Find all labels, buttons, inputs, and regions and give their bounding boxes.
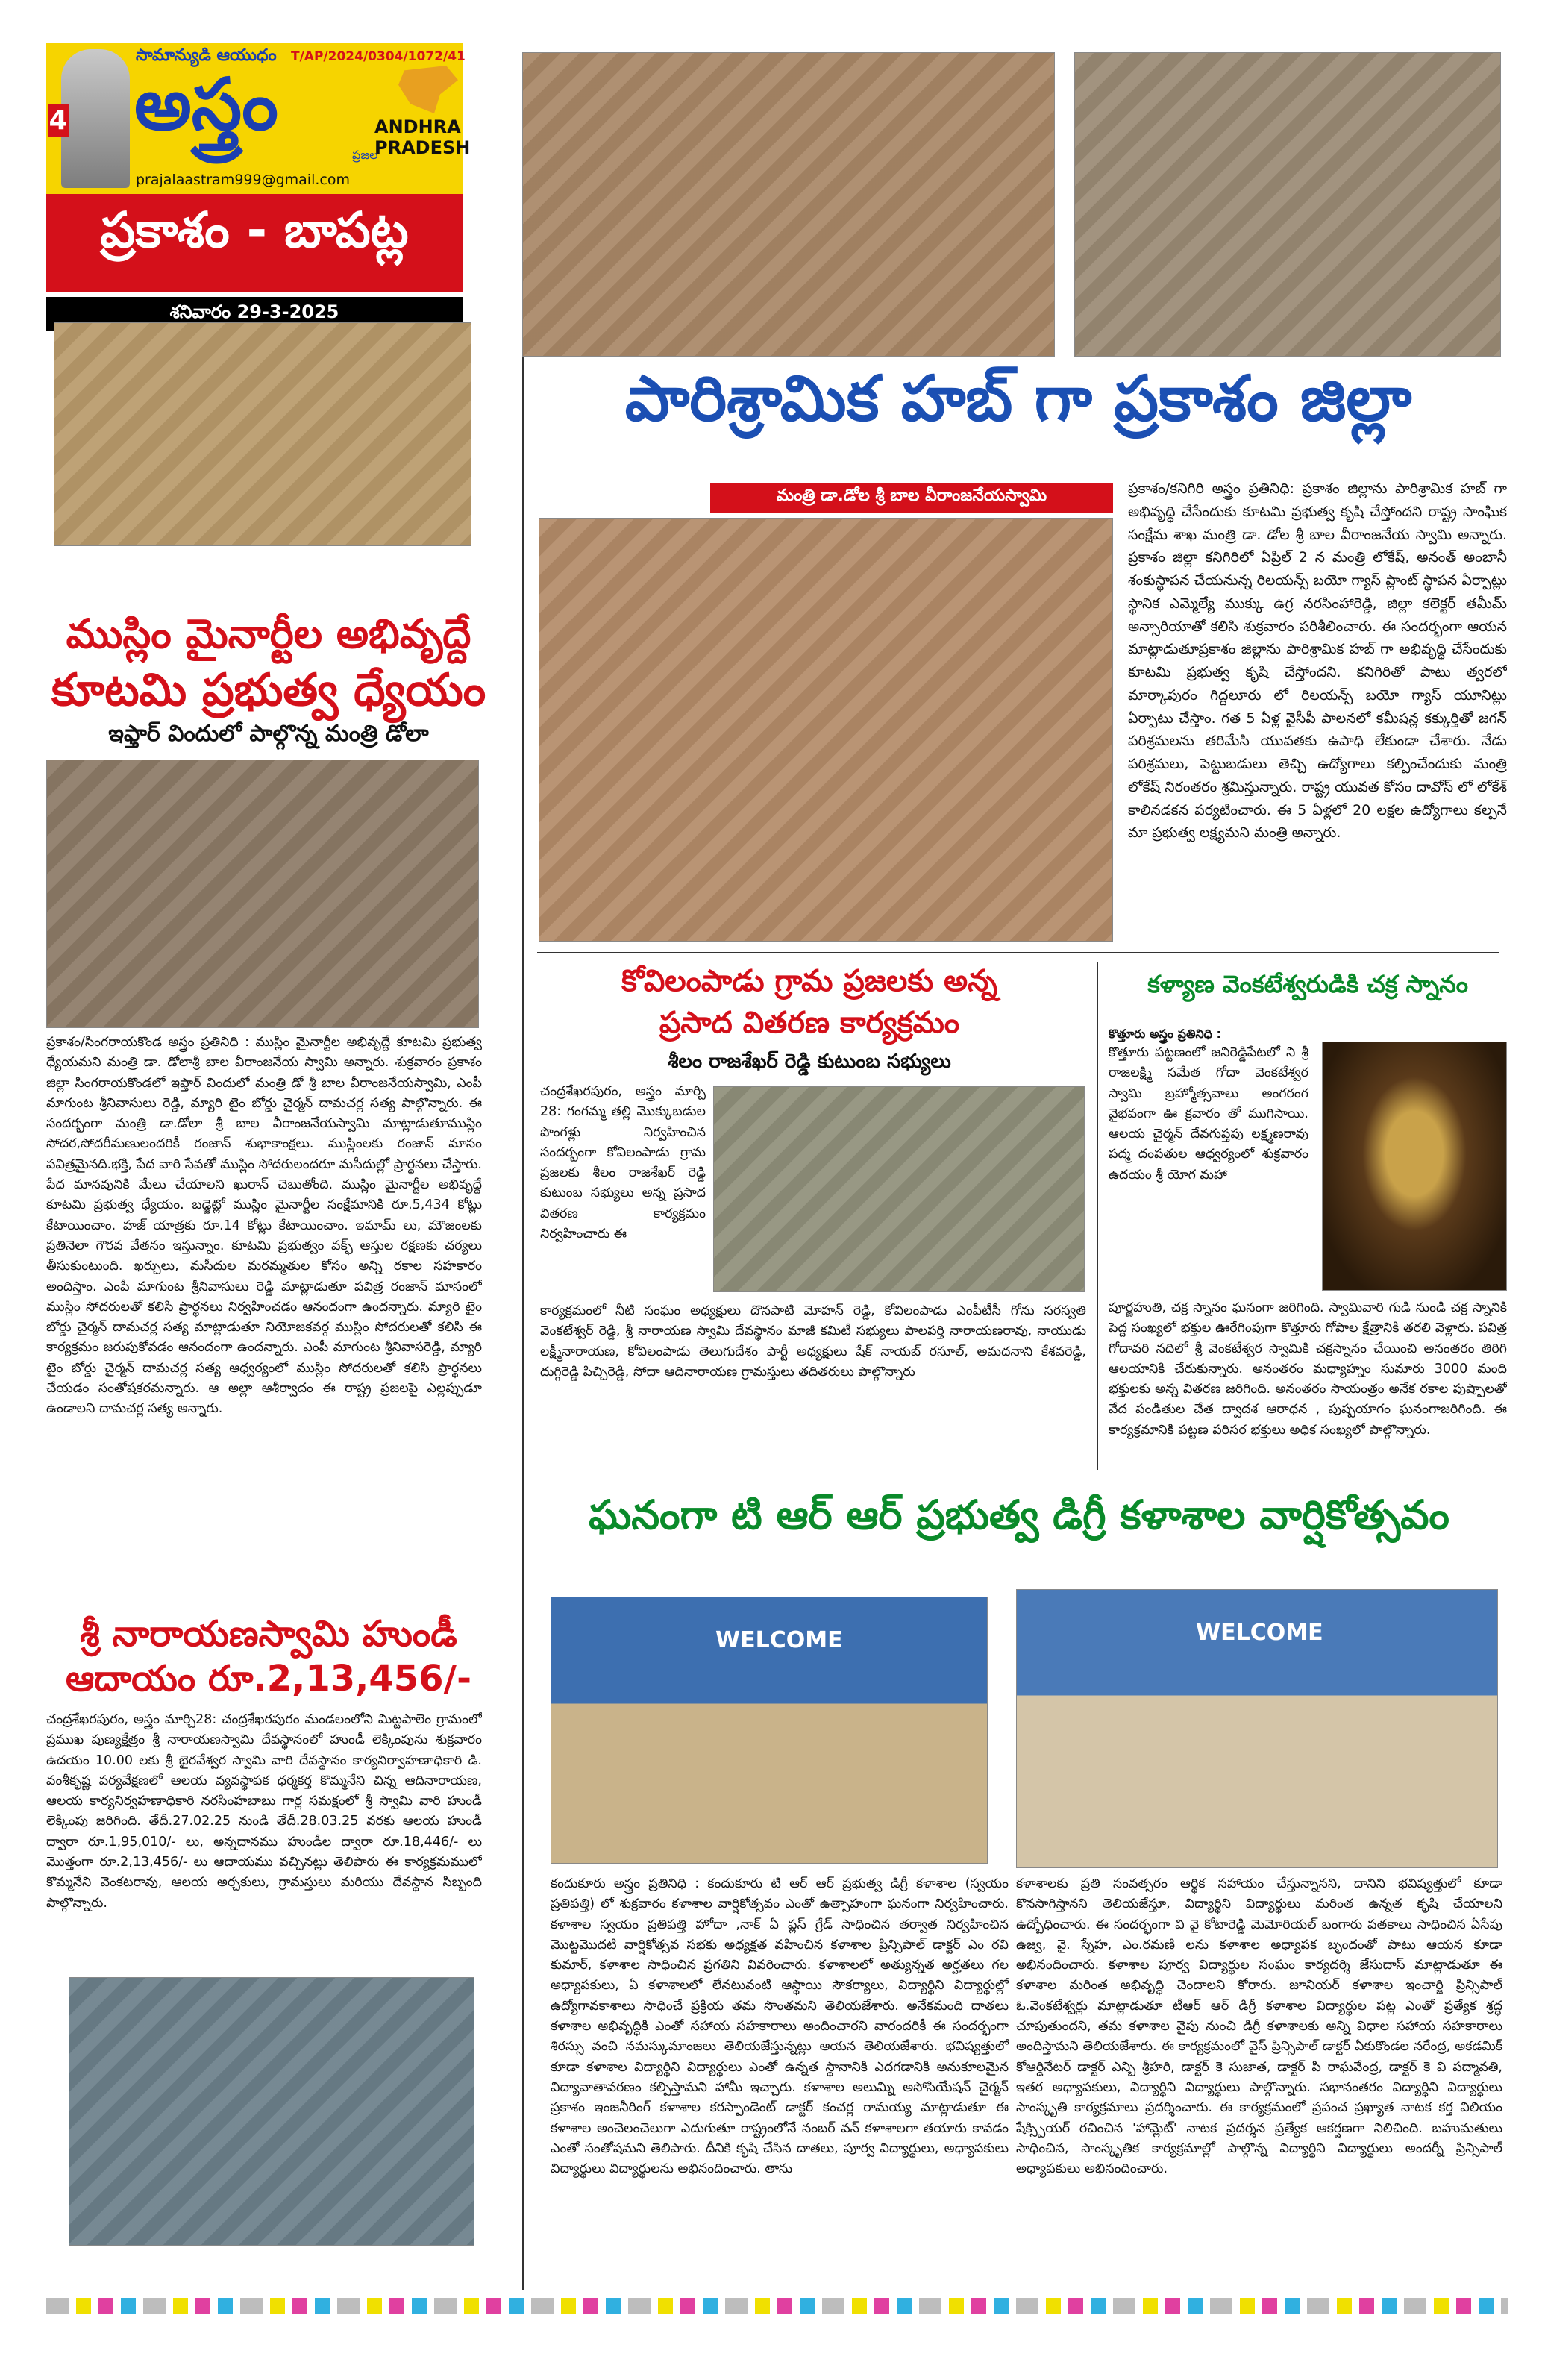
hub-site-inspection-photo-2 <box>1074 52 1501 357</box>
registration-number: T/AP/2024/0304/1072/41 <box>291 49 466 64</box>
lead-body: ప్రకాశం/కనిగిరి అస్త్రం ప్రతినిధి: ప్రకాశం జిల్లాను పారిశ్రామిక హబ్ గా అభివృద్ధి చేసేందుకు కూటమి ప్రభుత్వ కృషి చేస్తోందని రాష్ట్ర సాంఘిక సంక్షేమ శాఖ మంత్రి డా. డోల శ్రీ బాల వీరాంజనేయ స్వామి అన్నారు. ప్రకాశం జిల్లా కనిగిరిలో ఏప్రిల్ 2 న మంత్రి లోకేష్, అనంత్ అంబానీ శంకుస్థాపన చేయనున్న రిలయన్స్ బయో గ్యాస్ ప్లాంట్ స్థాపన ఏర్పాట్లు స్థానిక ఎమ్మెల్యే ముక్కు ఉగ్ర నరసింహారెడ్డి, జిల్లా కలెక్టర్ తమీమ్ అన్సారియాతో కలిసి శుక్రవారం పరిశీలించారు. ఈ సందర్భంగా ఆయన మాట్లాడుతూప్రకాశం జిల్లాను పారిశ్రామిక హబ్ గా అభివృద్ధి చేసేందుకు కూటమి ప్రభుత్వ కృషి చేస్తోందని. కనిగిరితో పాటు త్వరలో మార్కాపురం గిద్దలూరు లో రిలయన్స్ బయో గ్యాస్ యూనిట్లు ఏర్పాటు చేస్తాం. గత 5 ఏళ్ల వైసీపీ పాలనలో కమీషన్ల కక్కుర్తితో జగన్ పరిశ్రమలను తరిమేసి యువతకు ఉపాధి లేకుండా చేశారు. నేడు పరిశ్రమలు, పెట్టుబడులు తెచ్చి ఉద్యోగాలు కల్పించేందుకు మంత్రి లోకేష్ నిరంతరం శ్రమిస్తున్నారు. రాష్ట్ర యువత కోసం దావోస్ లో లోకేశ్ కాలినడకన పర్యటించారు. ఈ 5 ఏళ్లలో 20 లక్షల ఉద్యోగాలు కల్పనే మా ప్రభుత్వ లక్ష్యమని మంత్రి అన్నారు. <box>1128 480 1507 842</box>
masthead-tagline: సామాన్యుడి ఆయుధం <box>136 46 277 65</box>
masthead-email: prajalaastram999@gmail.com <box>136 172 350 188</box>
hub-plan-discussion-photo <box>539 518 1113 942</box>
state-line-1: ANDHRA <box>374 116 461 137</box>
college-body-left: కందుకూరు అస్త్రం ప్రతినిధి : కందుకూరు టి ఆర్ ఆర్ ప్రభుత్వ డిగ్రీ కళాశాల (స్వయం ప్రతిపత్తి) లో శుక్రవారం కళాశాల వార్షికోత్సవం ఎంతో ఉత్సాహంగా ఘనంగా నిర్వహించారు. కళాశాల స్వయం ప్రతిపత్తి హోదా ,నాక్ ఏ ప్లస్ గ్రేడ్ సాధించిన తర్వాత నిర్వహించిన మొట్టమొదటి వార్షికోత్సవ సభకు అధ్యక్షత వహించిన కళాశాల ప్రిన్సిపాల్ డాక్టర్ ఎం రవి కుమార్, కళాశాల సాధించిన ప్రగతిని వివరించారు. కళాశాలలో అత్యున్నత అర్హతలు గల అధ్యాపకులు, ఏ కళాశాలలో లేనటువంటి ఆస్థాయి సౌకర్యాలు, విద్యార్థిని విద్యార్థుల్లో ఉద్యోగావకాశాలు సాధించే ప్రక్రియ తమ సొంతమని తెలియజేశారు. అనేకమంది దాతలు కళాశాల అభివృద్ధికి ఎంతో సహాయ సహకారాలు అందించారని వారందరికీ ఈ సందర్భంగా శిరస్సు వంచి నమస్కుమాంజలు తెలియజేస్తున్నట్లు ఆయన తెలియజేశారు. భవిష్యత్తులో కూడా కళాశాల విద్యార్థిని విద్యార్థులు ఎంతో ఉన్నత స్థానానికి ఎదగడానికి అనుకూలమైన విద్యావాతావరణం కల్పిస్తామని హామీ ఇచ్చారు. కళాశాల అలుమ్ని అసోసియేషన్ చైర్మన్ ప్రకాశం ఇంజనీరింగ్ కళాశాల కరస్పాండెంట్ డాక్టర్ కంచర్ల రామయ్య మాట్లాడుతూ ఈ కళాశాల అంచెలంచెలుగా ఎదుగుతూ రాష్ట్రంలోనే నంబర్ వన్ కళాశాలగా తయారు కావడం ఎంతో సంతోషమని తెలిపారు. దీనికి కృషి చేసిన దాతలు, పూర్వ విద్యార్థులు, అధ్యాపకులు విద్యార్థులు విద్యార్థులను అభినందించారు. తాను <box>551 1876 1009 2177</box>
college-body-right: కళాశాలకు ప్రతి సంవత్సరం ఆర్థిక సహాయం చేస్తున్నానని, దానిని భవిష్యత్తులో కూడా కొనసాగిస్తానని తెలియజేస్తూ, విద్యార్థిని విద్యార్థులు మరింత ఉన్నత కృషి చేయాలని ఉద్బోధించారు. ఈ సందర్భంగా వి వై కోటారెడ్డి మెమోరియల్ బంగారు పతకాలు సాధించిన ఏసేపు ఉజ్వ, వై. స్నేహ, ఎం.రమణి లను కళాశాల అధ్యాపక బృందంతో పాటు ఆయన కూడా అభినందించారు. కళాశాల పూర్వ విద్యార్థుల సంఘం కార్యదర్శి జేసుదాస్ మాట్లాడుతూ ఈ కళాశాల మరింత అభివృద్ధి చెందాలని కోరారు. జూనియర్ కళాశాల ఇంచార్జి ప్రిన్సిపాల్ ఓ.వెంకటేశ్వర్లు మాట్లాడుతూ టీఆర్ ఆర్ డిగ్రీ కళాశాల విద్యార్థుల పట్ల ఎంతో ప్రత్యేక శ్రద్ధ చూపుతుందని, తమ కళాశాల వైపు నుంచి డిగ్రీ కళాశాలకు అన్ని విధాల సహాయ సహకారాలు అందిస్తామని తెలియజేశారు. ఈ కార్యక్రమంలో వైస్ ప్రిన్సిపాల్ డాక్టర్ ఏకుకొండల నరేంద్ర, అకడమిక్ కోఆర్డినేటర్ డాక్టర్ ఎన్బి శ్రీహరి, డాక్టర్ కె సుజాత, డాక్టర్ పి రాఘవేంద్ర, డాక్టర్ కె వి పద్మావతి, ఇతర అధ్యాపకులు, విద్యార్థిని విద్యార్థులు పాల్గొన్నారు. సభానంతరం విద్యార్థిని విద్యార్థులు సాంస్కృతి కార్యక్రమాలు ప్రదర్శించారు. ఈ కార్యక్రమంలో ప్రపంచ ప్రఖ్యాత నాటక కర్త విలియం షేక్స్పియర్ రచించిన 'హామ్లెట్' నాటక ప్రదర్శన ప్రత్యేక ఆకర్షణగా నిలిచింది. బహుమతులు సాధించిన, సాంస్కృతిక కార్యక్రమాల్లో పాల్గొన్న విద్యార్థిని విద్యార్థులు అందర్నీ ప్రిన్సిపాల్ అధ్యాపకులు అభినందించారు. <box>1016 1876 1502 2177</box>
lead-subhead: మంత్రి డా.డోల శ్రీ బాల వీరాంజనేయస్వామి <box>776 486 1047 505</box>
page-number: 4 <box>48 105 68 136</box>
masthead <box>46 43 471 349</box>
iftar-headline-1: ముస్లిం మైనార్టీల అభివృద్దే <box>66 610 471 657</box>
hundi-body: చంద్రశేఖరపురం, అస్త్రం మార్చి28: చంద్రశేఖరపురం మండలంలోని మిట్టపాలెం గ్రామంలో ప్రముఖ పుణ్యక్షేత్రం శ్రీ నారాయణస్వామి దేవస్థానంలో హుండీ లెక్కింపును శుక్రవారం ఉదయం 10.00 లకు శ్రీ భైరవేశ్వర స్వామి వారి దేవస్థానం కార్యనిర్వాహణాధికారి డి. వంశీకృష్ణ పర్యవేక్షణలో ఆలయ వ్యవస్థాపక ధర్మకర్త కొమ్మనేని చిన్న ఆదినారాయణ, ఆలయ కార్యనిర్వహణాధికారి నరసింహబాబు గార్ల సమక్షంలో శ్రీ స్వామి వారి హుండీ లెక్కింపు జరిగింది. తేదీ.27.02.25 నుండి తేదీ.28.03.25 వరకు ఆలయ హుండీ ద్వారా రూ.1,95,010/- లు, అన్నదానము హుండీల ద్వారా రూ.18,446/- లు మొత్తంగా రూ.2,13,456/- లు ఆదాయము వచ్చినట్లు తెలిపారు ఈ కార్యక్రమములో కొమ్మనేని వెంకటరావు, ఆలయ అర్చకులు, గ్రామస్తులు మరియు దేవస్థాన సిబ్బంది పాల్గొన్నారు. <box>46 1712 482 1911</box>
iftar-prayer-photo <box>54 322 471 546</box>
annaprasadam-headline-1: కోవిలంపాడు గ్రామ ప్రజలకు అన్న <box>621 964 998 998</box>
chakrasnanam-body-full: పూర్ణహుతి, చక్ర స్నానం ఘనంగా జరిగింది. స్వామివారి గుడి నుండి చక్ర స్నానికి పెద్ద సంఖ్యలో భక్తుల ఊరేగింపుగా కొత్తూరు గోపాల క్షేత్రానికి తరలి వెళ్లారు. పవిత్ర గోదావరి నదిలో శ్రీ వెంకటేశ్వర స్వామికి చక్రస్నానం చేయించి అనంతరం తిరిగి ఆలయానికి చేరుకున్నారు. అనంతరం మధ్యాహ్నం సుమారు 3000 మంది భక్తులకు అన్న వితరణ జరిగింది. అనంతరం సాయంత్రం అనేక రకాల పుష్పాలతో వేద పండితుల చేత ద్వాదశ ఆరాధన , పుష్పయాగం ఘనంగాజరిగింది. ఈ కార్యక్రమానికి పట్టణ పరిసర భక్తులు అధిక సంఖ్యలో పాల్గొన్నారు. <box>1109 1300 1507 1438</box>
hub-site-inspection-photo-1 <box>522 52 1055 357</box>
annaprasadam-headline-2: ప్రసాద వితరణ కార్యక్రమం <box>659 1006 960 1040</box>
annaprasadam-subhead: శీలం రాజశేఖర్ రెడ్డి కుటుంబ సభ్యులు <box>668 1050 951 1073</box>
newspaper-logo: అస్త్రం <box>134 63 278 146</box>
iftar-body: ప్రకాశం/సింగరాయకొండ అస్త్రం ప్రతినిధి : ముస్లిం మైనార్టీల అభివృద్దే కూటమి ప్రభుత్వ ధ్యేయమని మంత్రి డా. డోలాశ్రీ బాల వీరాంజనేయ స్వామి అన్నారు. శుక్రవారం ప్రకాశం జిల్లా సింగరాయకొండలో ఇఫ్తార్ విందులో మంత్రి డో శ్రీ బాల వీరాంజనేయస్వామి, ఎంపీ మాగుంట శ్రీనివాసులు రెడ్డి, మ్యారి టైం బోర్డు చైర్మన్ దామచర్ల సత్య పాల్గొన్నారు. ఈ సందర్భంగా మంత్రి డా.డోలా శ్రీ బాల వీరాంజనేయస్వామి మాట్లాడుతూముస్లిం సోదర,సోదరీమణులందరికీ రంజాన్ శుభాకాంక్షలు. ముస్లింలకు రంజాన్ మాసం పవిత్రమైనది.భక్తి, పేద వారి సేవతో ముస్లిం సోదరులందరూ మసీదుల్లో ప్రార్థనలు చేస్తారు. పేద మానవునికి మేలు చేయాలని ఖురాన్ చెబుతోంది. ముస్లిం మైనార్టీల అభివృద్దే కూటమి ప్రభుత్వ ధ్యేయం. బడ్జెట్లో ముస్లిం మైనార్టీల సంక్షేమానికి రూ.5,434 కోట్లు కేటాయించాం. హజ్ యాత్రకు రూ.14 కోట్లు కేటాయించాం. ఇమామ్ లు, మౌజంలకు ప్రతినెలా గౌరవ వేతనం ఇస్తున్నాం. కూటమి ప్రభుత్వం వక్ఫ్ ఆస్తుల రక్షణకు చర్యలు తీసుకుంటుంది. ఖర్చులు, మసీదుల మరమ్మతుల కోసం అన్ని రకాల సహకారం అందిస్తాం. ఎంపీ మాగుంట శ్రీనివాసులు రెడ్డి మాట్లాడుతూ పవిత్ర రంజాన్ మాసంలో ముస్లిం సోదరులతో కలిసి ప్రార్థనలు నిర్వహించడం ఆనందంగా ఉందన్నారు. మ్యారి టైం బోర్డు చైర్మన్ దామచర్ల సత్య మాట్లాడుతూ నియోజకవర్గ ముస్లిం సోదరులతో కలిసి ఈ కార్యక్రమం జరుపుకోవడం ఆనందంగా ఉందన్నారు. ఎంపీ మాగుంట శ్రీనివాసరెడ్డి, మ్యారి టైం బోర్డు చైర్మన్ దామచర్ల సత్య ఆధ్వర్యంలో ముస్లిం సోదరులతో కలిసి ప్రార్థనలు చేయడం సంతోషకరమన్నారు. ఆ అల్లా ఆశీర్వాదం ఈ రాష్ట్ర ప్రజలపై ఎల్లప్పుడూ ఉండాలని దామచర్ల సత్య అన్నారు. <box>46 1035 482 1417</box>
issue-date: శనివారం 29-3-2025 <box>169 301 339 322</box>
state-line-2: PRADESH <box>374 137 471 158</box>
hundi-headline-1: శ్రీ నారాయణస్వామి హుండీ <box>80 1613 457 1655</box>
chakrasnanam-body-side: కొత్తూరు పట్టణంలో జనిరెడ్డిపేటలో ని శ్రీ రాజలక్ష్మి సమేత గోదా వెంకటేశ్వర స్వామి బ్రహ్మోత్సవాలు అంగరంగ వైభవంగా ఊ క్రవారం తో ముగిసాయి. ఆలయ చైర్మన్ దేవగుప్తపు లక్ష్మణరావు పద్మ దంపతుల ఆధ్వర్యంలో శుక్రవారం ఉదయం శ్రీ యోగ మహా <box>1109 1045 1308 1183</box>
iftar-subhead: ఇఫ్తార్ విందులో పాల్గొన్న మంత్రి డోలా <box>108 721 429 747</box>
annaprasadam-body-side: చంద్రశేఖరపురం, అస్త్రం మార్చి 28: గంగమ్మ తల్లి మొక్కుబడుల పొంగళ్లు నిర్వహించిన సందర్భంగా కోవిలంపాడు గ్రామ ప్రజలకు శీలం రాజశేఖర్ రెడ్డి కుటుంబ సభ్యులు అన్న ప్రసాద వితరణ కార్యక్రమం నిర్వహించారు ఈ <box>540 1084 706 1242</box>
welcome-banner-1: WELCOME <box>715 1627 843 1653</box>
lead-headline: పారిశ్రామిక హబ్ గా ప్రకాశం జిల్లా <box>624 362 1412 435</box>
venkateswara-deity-photo <box>1322 1042 1507 1291</box>
edition-name: ప్రకాశం - బాపట్ల <box>100 201 409 259</box>
college-award-photo <box>1016 1589 1498 1868</box>
chakrasnanam-headline: కళ్యాణ వెంకటేశ్వరుడికి చక్ర స్నానం <box>1147 970 1468 998</box>
column-rule-left <box>522 52 524 2290</box>
welcome-banner-2: WELCOME <box>1196 1620 1323 1646</box>
logo-sub: ప్రజల <box>352 148 378 162</box>
hundi-headline-2: ఆదాయం రూ.2,13,456/- <box>65 1658 472 1700</box>
anna-prasadam-photo <box>713 1086 1085 1292</box>
college-headline: ఘనంగా టి ఆర్ ఆర్ ప్రభుత్వ డిగ్రీ కళాశాల వార్షికోత్సవం <box>589 1491 1449 1538</box>
college-stage-photo <box>551 1597 988 1864</box>
color-registration-bar <box>46 2298 1508 2314</box>
hundi-counting-photo <box>69 1977 474 2246</box>
column-rule-right <box>1097 962 1098 1470</box>
iftar-stage-photo <box>46 760 479 1028</box>
statue-icon <box>61 49 130 188</box>
annaprasadam-body-full: కార్యక్రమంలో నీటి సంఘం అధ్యక్షులు దొనపాటి మోహన్ రెడ్డి, కోవిలంపాడు ఎంపీటీసీ గోను సరస్వతి వెంకటేశ్వర్ రెడ్డి, శ్రీ నారాయణ స్వామి దేవస్థానం మాజీ కమిటీ సభ్యులు పాలపర్తి నారాయణరావు, నాయుడు లక్ష్మీనారాయణ, కోవిలంపాడు తెలుగుదేశం పార్టీ అధ్యక్షులు షేక్ నాయబ్ రసూల్, అమదనాని కేశవరెడ్డి, దుగ్గిరెడ్డి పిచ్చిరెడ్డి, సోదా ఆదినారాయణ గ్రామస్తులు తదితరులు పాల్గొన్నారు <box>540 1303 1086 1380</box>
lead-bottom-rule <box>537 952 1499 953</box>
chakrasnanam-dateline: కొత్తూరు అస్త్రం ప్రతినిధి : <box>1109 1027 1221 1041</box>
iftar-headline-2: కూటమి ప్రభుత్వ ధ్యేయం <box>51 664 486 716</box>
